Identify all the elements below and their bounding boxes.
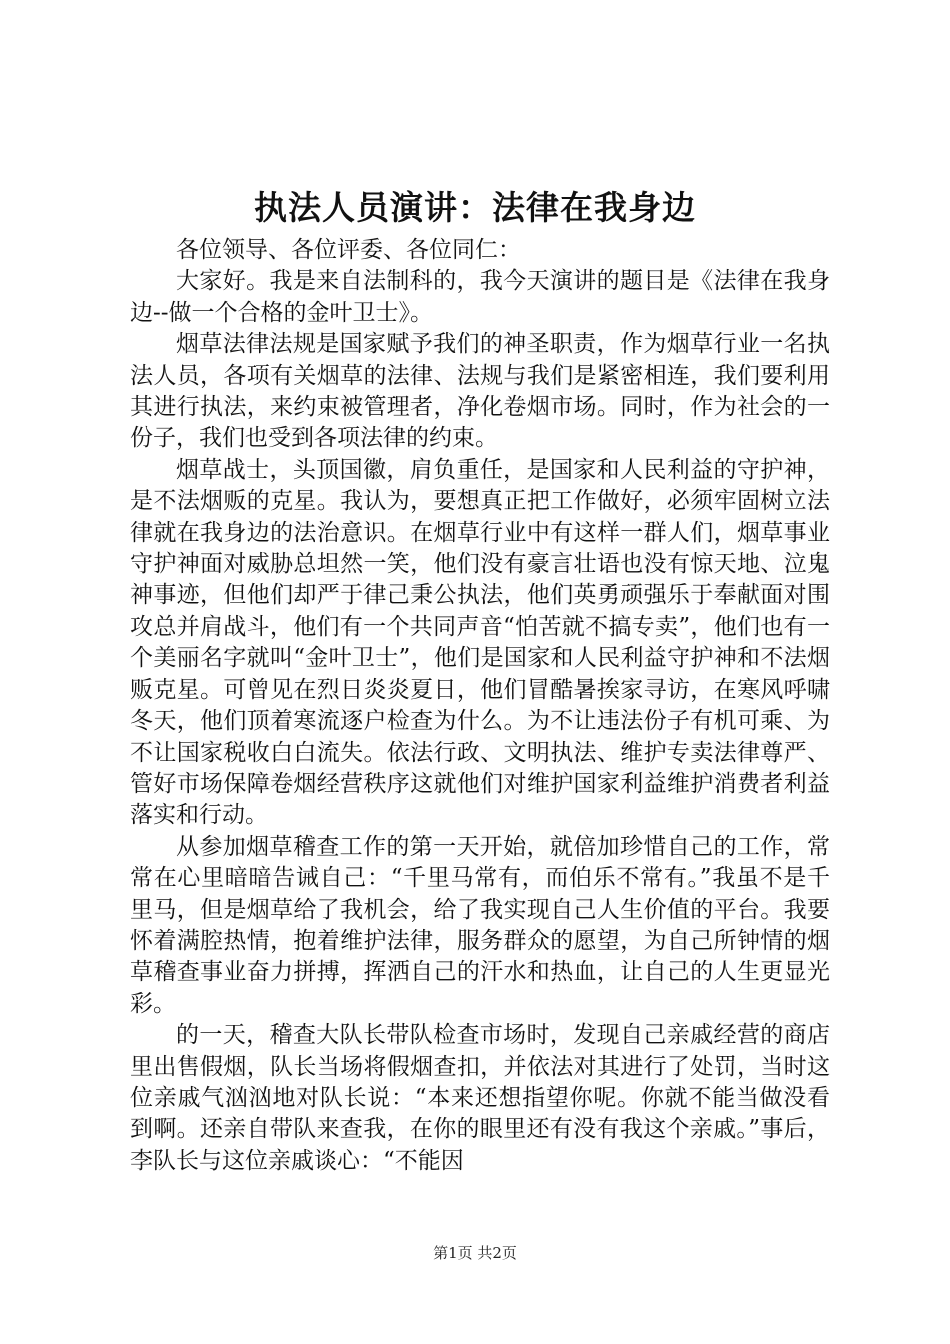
- paragraph-career: 从参加烟草稽查工作的第一天开始，就倍加珍惜自己的工作，常常在心里暗暗告诫自己：“千里马常有，而伯乐不常有。”我虽不是千里马，但是烟草给了我机会，给了我实现自己人生价值的平台。我要怀着满腔热情，抱着维护法律，服务群众的愿望，为自己所钟情的烟草稽查事业奋力拼搏，挥洒自己的汗水和热血，让自己的人生更显光彩。: [130, 833, 830, 1017]
- document-body: [130, 235, 830, 1177]
- page-number: 第1页 共2页: [433, 1244, 517, 1262]
- paragraph-guardians: 烟草战士，头顶国徽，肩负重任，是国家和人民利益的守护神，是不法烟贩的克星。我认为，要想真正把工作做好，必须牢固树立法律就在我身边的法治意识。在烟草行业中有这样一群人们，烟草事业守护神面对威胁总坦然一笑，他们没有豪言壮语也没有惊天地、泣鬼神事迹，但他们却严于律己秉公执法，他们英勇顽强乐于奉献面对围攻总并肩战斗，他们有一个共同声音“怕苦就不搞专卖”，他们也有一个美丽名字就叫“金叶卫士”，他们是国家和人民利益守护神和不法烟贩克星。可曾见在烈日炎炎夏日，他们冒酷暑挨家寻访，在寒风呼啸冬天，他们顶着寒流逐户检查为什么。为不让违法份子有机可乘、为不让国家税收白白流失。依法行政、文明执法、维护专卖法律尊严、管好市场保障卷烟经营秩序这就他们对维护国家利益维护消费者利益落实和行动。: [130, 456, 830, 829]
- paragraph-story: 的一天，稽查大队长带队检查市场时，发现自己亲戚经营的商店里出售假烟，队长当场将假烟查扣，并依法对其进行了处罚，当时这位亲戚气汹汹地对队长说：“本来还想指望你呢。你就不能当做没看到啊。还亲自带队来查我，在你的眼里还有没有我这个亲戚。”事后，李队长与这位亲戚谈心：“不能因: [130, 1022, 830, 1174]
- paragraph-duty: 烟草法律法规是国家赋予我们的神圣职责，作为烟草行业一名执法人员，各项有关烟草的法律、法规与我们是紧密相连，我们要利用其进行执法，来约束被管理者，净化卷烟市场。同时，作为社会的一份子，我们也受到各项法律的约束。: [130, 331, 830, 452]
- paragraph-greeting: 大家好。我是来自法制科的，我今天演讲的题目是《法律在我身边--做一个合格的金叶卫士》。: [130, 268, 830, 326]
- document-title: 执法人员演讲：法律在我身边: [254, 188, 696, 227]
- paragraph-salutation: 各位领导、各位评委、各位同仁：: [176, 237, 521, 263]
